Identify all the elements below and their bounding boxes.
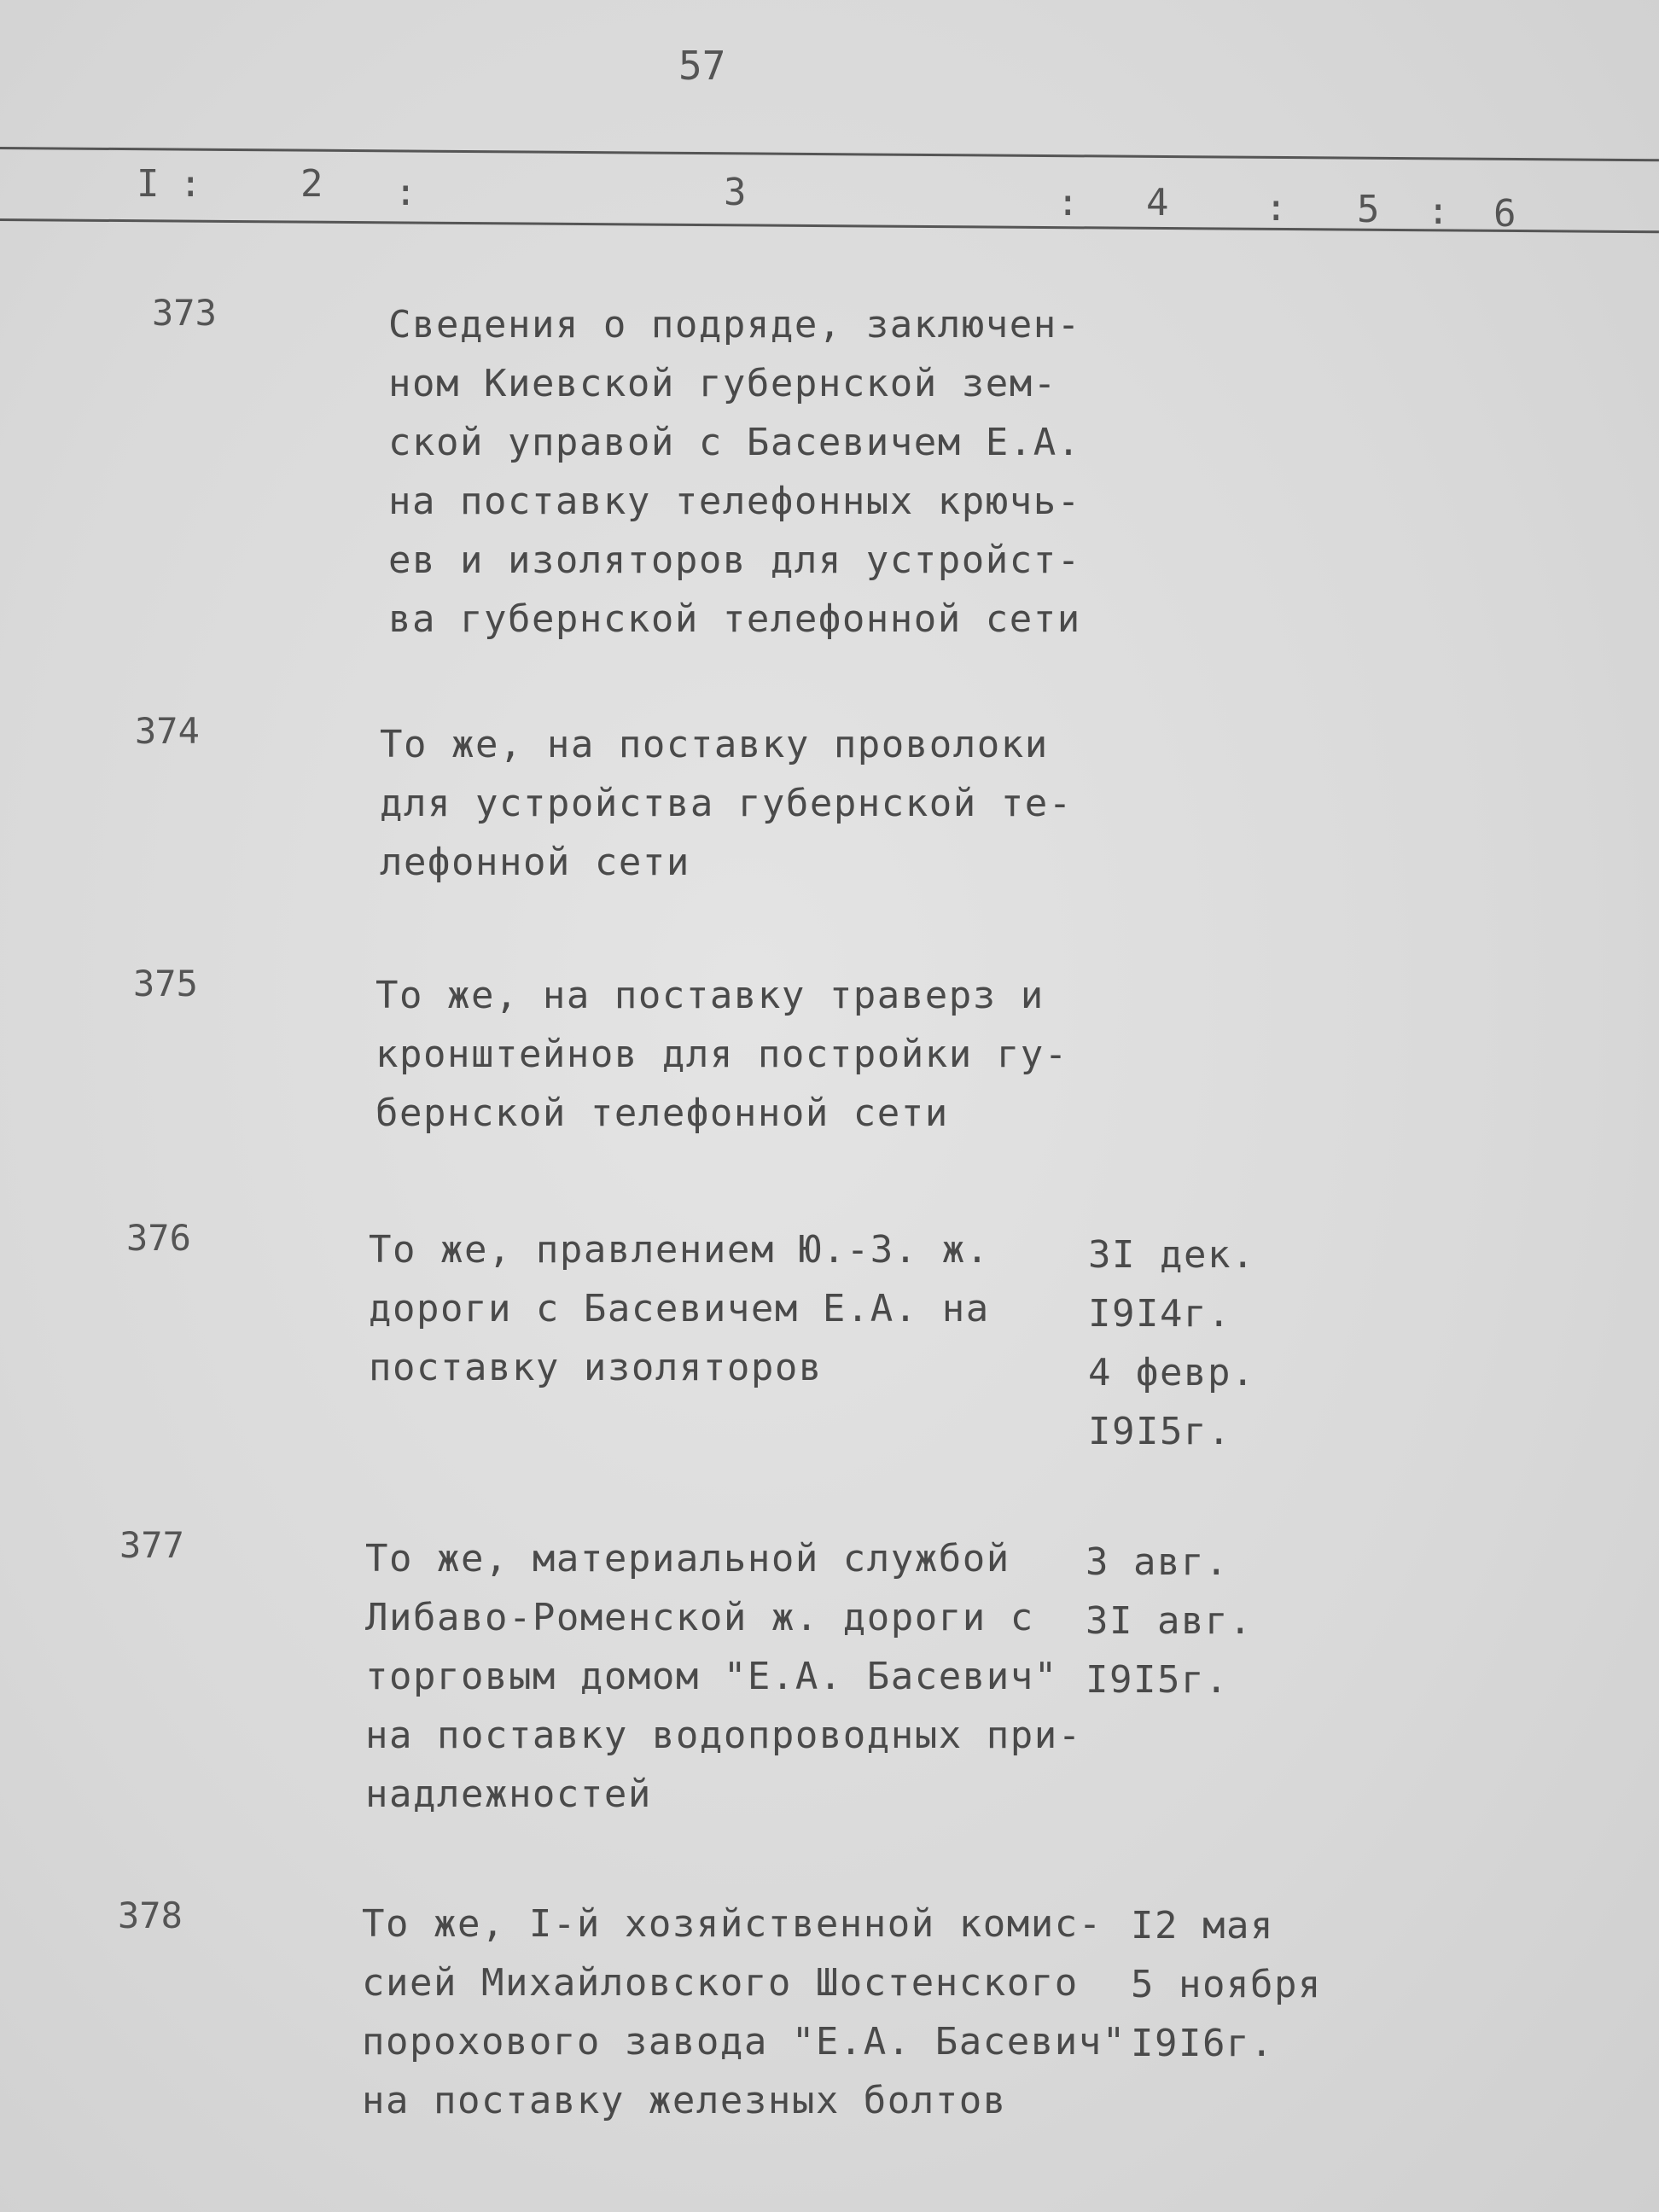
date-line: 4 февр.: [1088, 1351, 1255, 1394]
description-line: ва губернской телефонной сети: [388, 597, 1081, 641]
row-number: 378: [118, 1895, 183, 1936]
date-line: 3I авг.: [1086, 1599, 1253, 1643]
description-line: сией Михайловского Шостенского: [362, 1961, 1079, 2005]
row-description: [375, 966, 1109, 1143]
description-line: на поставку водопроводных при-: [365, 1714, 1082, 1757]
header-rule-bottom: [0, 218, 1659, 233]
row-description: [369, 1220, 1103, 1397]
row-description: [380, 715, 1114, 892]
date-line: I9I5г.: [1088, 1410, 1231, 1453]
description-line: То же, материальной службой: [365, 1537, 1010, 1580]
column-separator-2: :: [394, 171, 417, 214]
description-line: Сведения о подряде, заключен-: [388, 303, 1081, 346]
description-line: для устройства губернской те-: [380, 782, 1073, 825]
date-line: I9I6г.: [1131, 2022, 1274, 2065]
description-line: То же, на поставку траверз и: [375, 974, 1045, 1017]
row-number: 376: [126, 1217, 191, 1259]
row-dates: [1131, 1896, 1404, 2073]
date-line: 5 ноября: [1131, 1963, 1322, 2006]
description-line: лефонной сети: [380, 841, 690, 884]
page-number: 57: [678, 43, 726, 89]
column-separator-5: :: [1427, 189, 1450, 233]
date-line: I9I5г.: [1086, 1658, 1229, 1702]
row-dates: [1088, 1225, 1361, 1461]
row-number: 377: [119, 1524, 184, 1566]
column-separator-4: :: [1265, 186, 1288, 230]
description-line: То же, I-й хозяйственной комис-: [362, 1902, 1103, 1946]
description-line: дороги с Басевичем Е.А. на: [369, 1287, 990, 1330]
row-description: [365, 1529, 1099, 1824]
description-line: бернской телефонной сети: [375, 1091, 949, 1135]
description-line: надлежностей: [365, 1773, 652, 1816]
row-dates: [1086, 1533, 1359, 1709]
row-number: 375: [133, 963, 198, 1004]
date-line: 3 авг.: [1086, 1540, 1229, 1584]
column-number-3: 3: [724, 171, 747, 214]
date-line: 3I дек.: [1088, 1233, 1255, 1277]
description-line: порохового завода "Е.А. Басевич": [362, 2020, 1126, 2064]
column-number-2: 2: [300, 162, 323, 206]
row-number: 373: [152, 292, 217, 334]
description-line: поставку изоляторов: [369, 1346, 823, 1389]
header-rule-top: [0, 147, 1659, 161]
row-description: [362, 1895, 1126, 2130]
description-line: ном Киевской губернской зем-: [388, 362, 1057, 405]
description-line: кронштейнов для постройки гу-: [375, 1033, 1068, 1076]
description-line: торговым домом "Е.А. Басевич": [365, 1655, 1058, 1698]
description-line: ев и изоляторов для устройст-: [388, 538, 1081, 582]
description-line: на поставку железных болтов: [362, 2079, 1007, 2122]
column-number-6: 6: [1493, 192, 1516, 236]
description-line: ской управой с Басевичем Е.А.: [388, 421, 1081, 464]
date-line: I9I4г.: [1088, 1292, 1231, 1336]
description-line: на поставку телефонных крючь-: [388, 480, 1081, 523]
column-number-4: 4: [1146, 181, 1169, 224]
column-separator-3: :: [1057, 181, 1080, 224]
description-line: Либаво-Роменской ж. дороги с: [365, 1596, 1034, 1639]
date-line: I2 мая: [1131, 1904, 1274, 1947]
row-number: 374: [135, 710, 200, 752]
column-number-5: 5: [1357, 188, 1380, 231]
description-line: То же, на поставку проволоки: [380, 723, 1049, 766]
description-line: То же, правлением Ю.-З. ж.: [369, 1228, 990, 1272]
column-number-1: I: [137, 162, 160, 206]
row-description: [388, 295, 1122, 649]
column-separator-1: :: [179, 162, 202, 206]
